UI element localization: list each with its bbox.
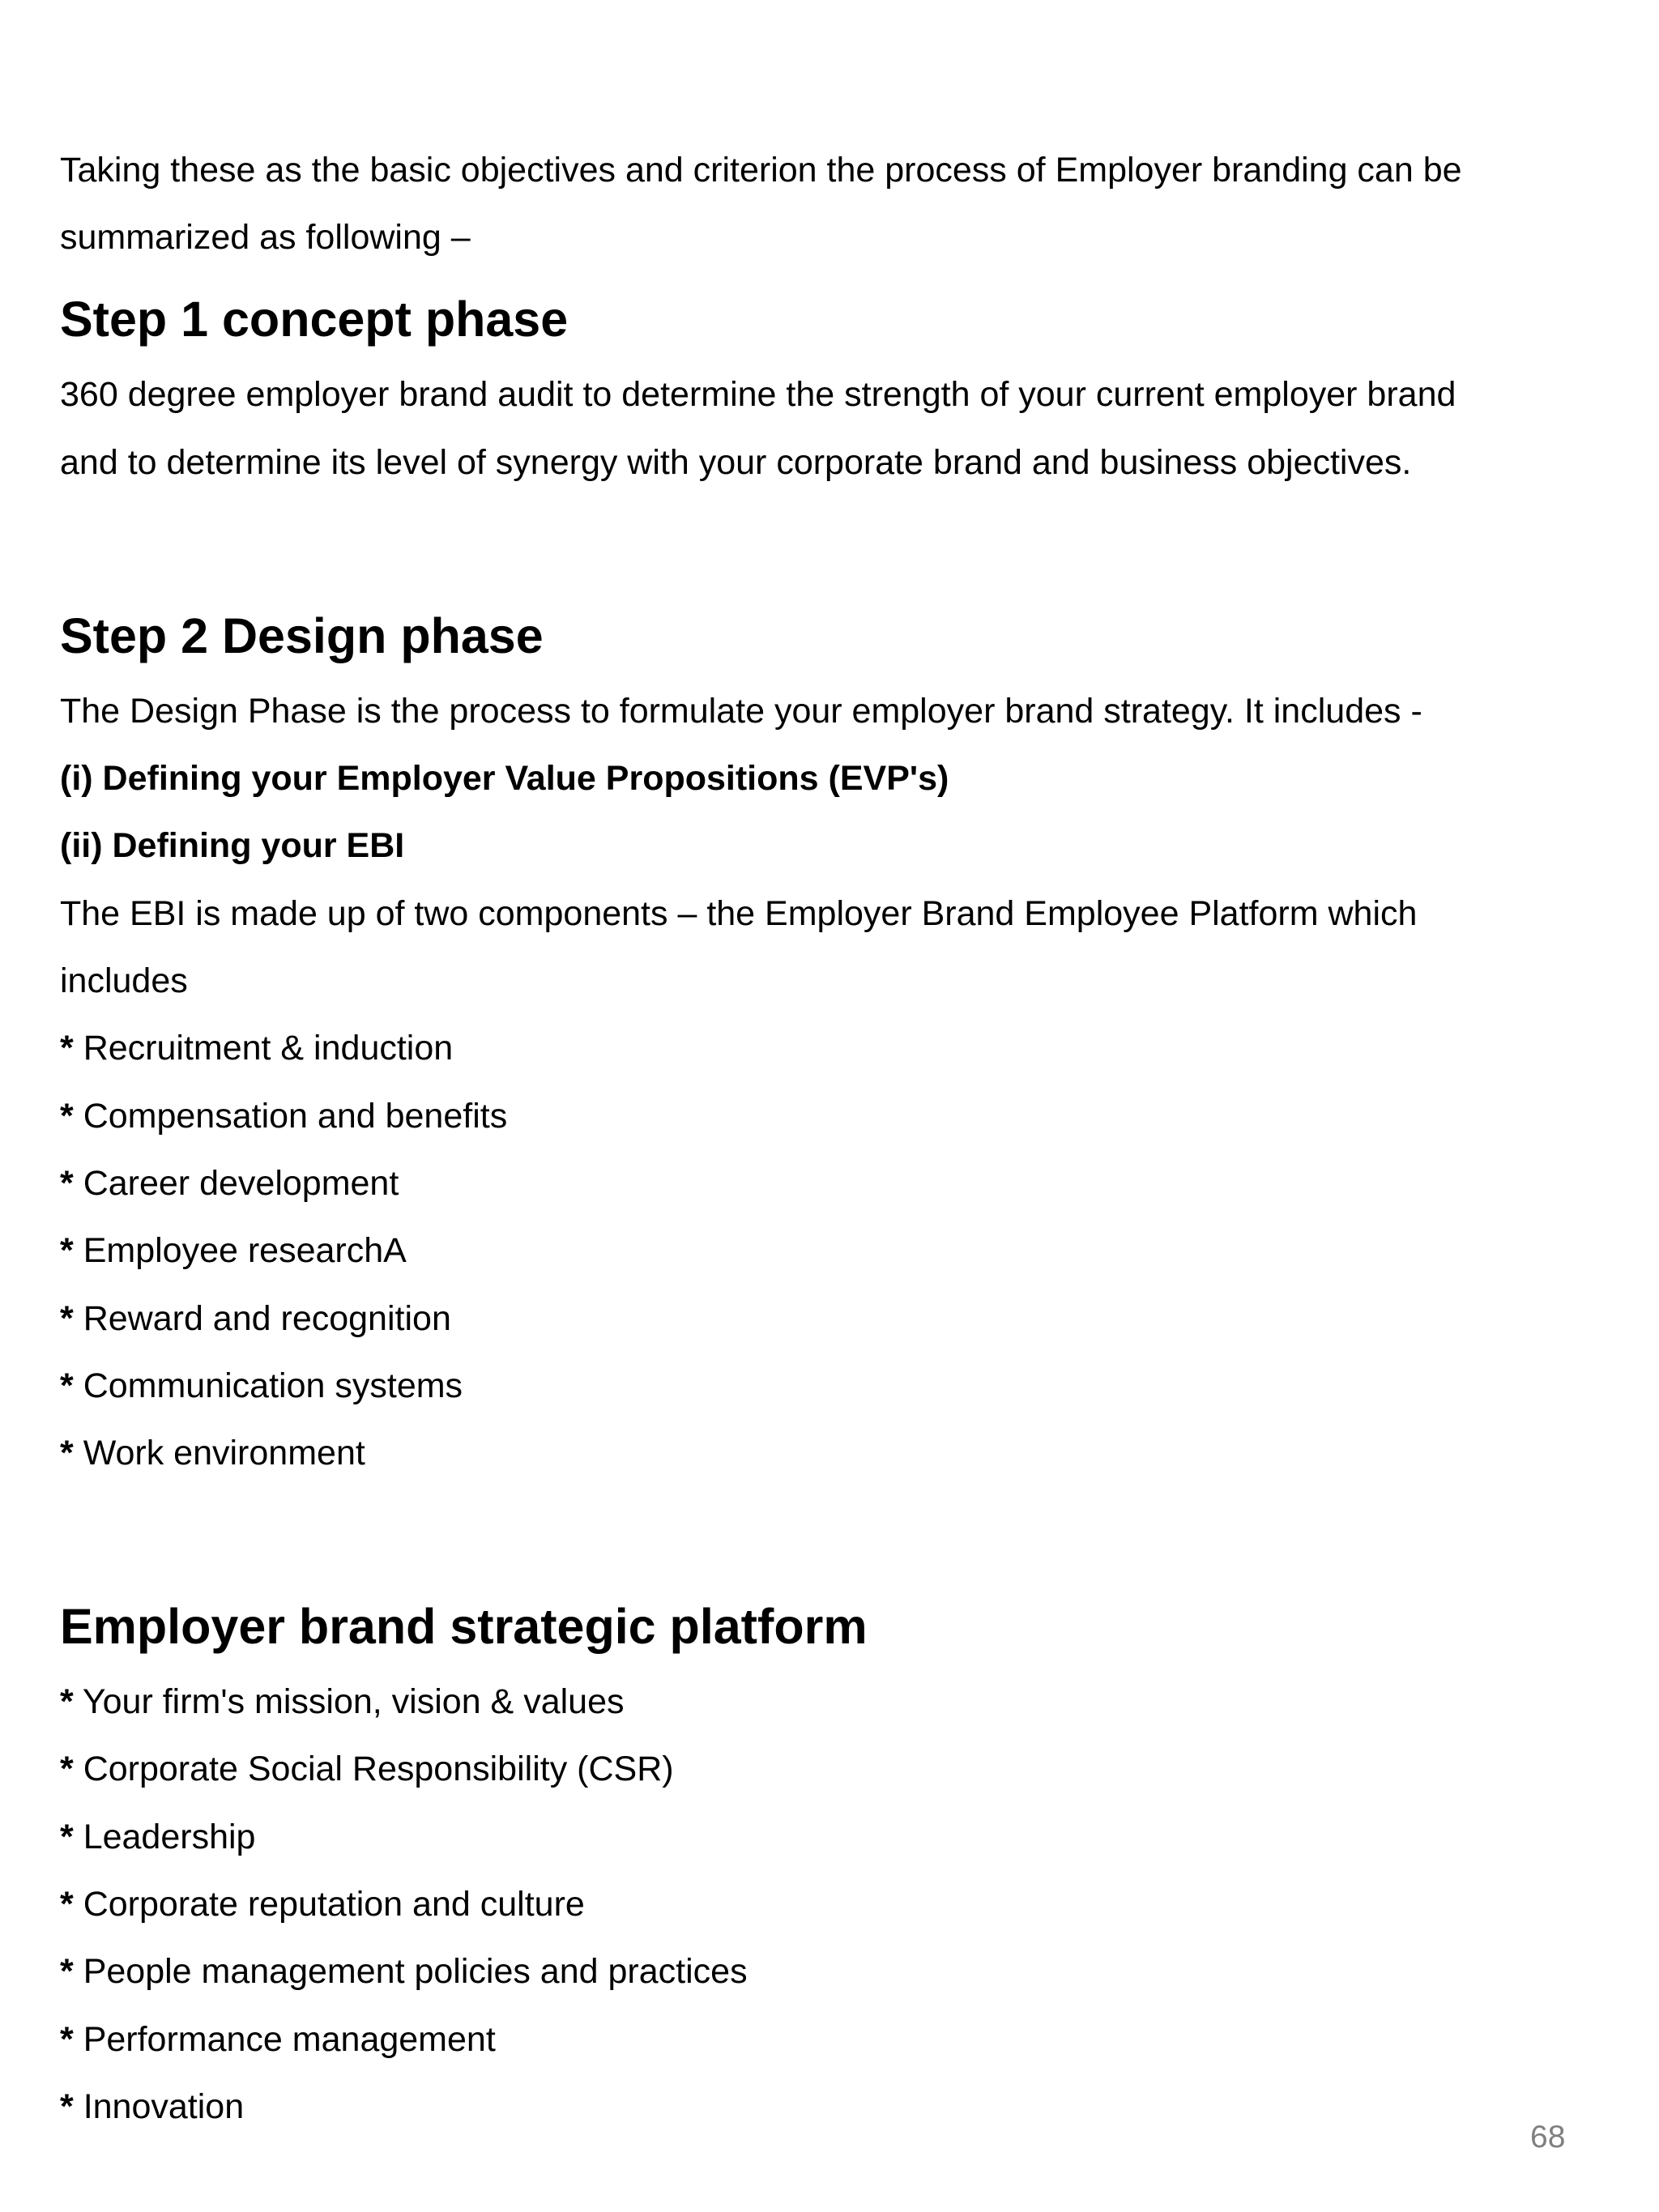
bullet-marker: * xyxy=(60,1097,74,1136)
list-item xyxy=(60,2086,244,2128)
step1-line-1: 360 degree employer brand audit to determine the strength of your current employer brand xyxy=(60,375,1456,414)
list-item-text: Innovation xyxy=(83,2087,245,2126)
bullet-marker: * xyxy=(60,1299,74,1338)
bullet-marker: * xyxy=(60,1366,74,1405)
step1-heading: Step 1 concept phase xyxy=(60,292,569,347)
page-number: 68 xyxy=(1530,2120,1566,2154)
bullet-marker: * xyxy=(60,1029,74,1068)
list-item-text: Employee researchA xyxy=(83,1231,407,1270)
list-item xyxy=(60,1298,451,1340)
step1-line-2: and to determine its level of synergy with your corporate brand and business objectives. xyxy=(60,443,1412,482)
list-item xyxy=(60,1095,507,1137)
bullet-marker: * xyxy=(60,1952,74,1991)
ebi-line-1: The EBI is made up of two components – the Employer Brand Employee Platform which xyxy=(60,894,1418,933)
list-item-text: Corporate Social Responsibility (CSR) xyxy=(83,1750,674,1788)
list-item-text: Work environment xyxy=(83,1434,365,1473)
list-item xyxy=(60,1816,255,1858)
list-item-text: Reward and recognition xyxy=(83,1299,451,1338)
list-item-text: Communication systems xyxy=(83,1366,463,1405)
bullet-marker: * xyxy=(60,1885,74,1924)
bullet-marker: * xyxy=(60,1434,74,1473)
list-item-text: Corporate reputation and culture xyxy=(83,1885,585,1924)
list-item xyxy=(60,1162,399,1204)
bullet-marker: * xyxy=(60,2087,74,2126)
step2-line-1: The Design Phase is the process to formulate your employer brand strategy. It includes - xyxy=(60,692,1422,731)
platform-heading: Employer brand strategic platform xyxy=(60,1599,868,1654)
list-item-text: Career development xyxy=(83,1164,399,1203)
list-item-text: Leadership xyxy=(83,1818,256,1856)
list-item xyxy=(60,1883,585,1925)
bullet-marker: * xyxy=(60,2020,74,2059)
list-item xyxy=(60,2018,496,2061)
bullet-marker: * xyxy=(60,1164,74,1203)
bullet-marker: * xyxy=(60,1750,74,1788)
step2-subheading-evp: (i) Defining your Employer Value Propositions (EVP's) xyxy=(60,759,949,798)
list-item xyxy=(60,1230,407,1272)
list-item xyxy=(60,1748,674,1790)
list-item-text: Your firm's mission, vision & values xyxy=(82,1682,625,1721)
list-item xyxy=(60,1365,463,1407)
bullet-marker: * xyxy=(60,1231,74,1270)
list-item-text: Compensation and benefits xyxy=(83,1097,508,1136)
list-item-text: People management policies and practices xyxy=(83,1952,748,1991)
list-item xyxy=(60,1681,625,1723)
bullet-marker: * xyxy=(60,1818,74,1856)
list-item xyxy=(60,1432,365,1474)
ebi-line-2: includes xyxy=(60,961,188,1000)
list-item xyxy=(60,1950,748,1993)
intro-line-2: summarized as following – xyxy=(60,218,471,257)
intro-line-1: Taking these as the basic objectives and criterion the process of Employer branding can be xyxy=(60,151,1462,190)
list-item-text: Recruitment & induction xyxy=(83,1029,454,1068)
bullet-marker: * xyxy=(60,1682,74,1721)
step2-subheading-ebi: (ii) Defining your EBI xyxy=(60,826,405,865)
list-item xyxy=(60,1027,453,1069)
step2-heading: Step 2 Design phase xyxy=(60,608,544,663)
list-item-text: Performance management xyxy=(83,2020,496,2059)
